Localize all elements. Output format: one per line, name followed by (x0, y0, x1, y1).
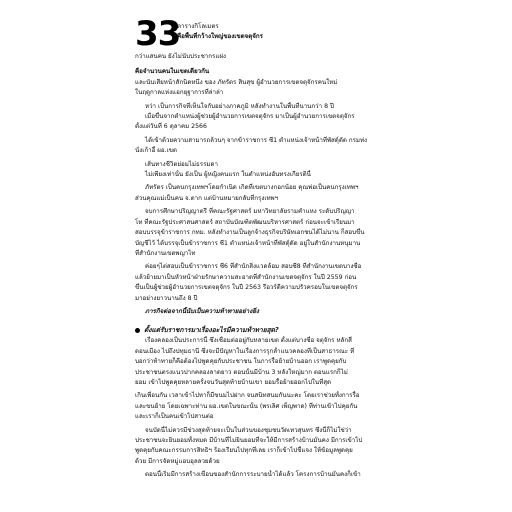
article-body (135, 67, 385, 320)
text-line: ภารกิจต่อจากนี้นับเป็นความท้าทายอย่างยิ่ง (145, 307, 259, 315)
text-line: ด้วย มีการจัดหมู่แอบอุลลวยด้วย (135, 457, 220, 465)
opening-lines (177, 22, 387, 43)
paragraph (135, 207, 385, 259)
paragraph (135, 136, 385, 157)
text-line: ตั้งแต่วันที่ 6 ตุลาคม 2566 (135, 123, 207, 131)
text-line: นั่งเก้าอี้ ผอ.เขต (135, 147, 177, 155)
paragraph (135, 67, 385, 98)
text-line: เรื่องคลองเป็นประการนี้ ซึ่งเชื่อมต่ออยู่กับหลายเขต ตั้งแต่บางซื่อ จตุจักร หลักสี่ (145, 337, 352, 345)
text-line: คือจำนวนคนในเขตเดียวกัน (135, 68, 210, 76)
paragraph (135, 160, 385, 181)
text-line: จนบัดนี้ไม่ควรมีช่วงสุดท้ายจะเป็นในส่วนของชุมชนวัดเทวสุนทร ซึ่งนี้ก็ไม่ใช่ว่า (145, 426, 352, 434)
drop-number: 33 (135, 14, 181, 54)
paragraph (135, 391, 385, 422)
section-heading-text: ตั้งแต่รับราชการมาเรื่องอะไรมีความท้าทายสุด? (144, 326, 279, 335)
paragraph (135, 426, 385, 468)
text-line: บอกว่าท้าทายก็คือต้องไปพูดคุยกับประชาชน ในการรื้อย้ายบ้านออก เราพูดคุยกับ (135, 358, 347, 366)
paragraph (135, 336, 385, 388)
opening-line: คือพื้นที่กว้างใหญ่ของเขตจตุจักร (177, 33, 263, 41)
text-line: ประชาชนตรงแนวปากคลองลาดยาว ตอนนั้นมีบ้าน 3 หลังใหญ่มาก ตอนแรกก็ไม่ (135, 368, 348, 376)
text-line: ตอนนี้เริ่มมีการสร้างเขื่อนของสำนักการระบายน้ำได้แล้ว โครงการบ้านมั่นคงก็เข้า (145, 471, 361, 479)
text-line: ที่สำนักงานเขตพญาไท (135, 249, 196, 257)
text-line: ได้เข้าด้วยความสามารถล้วนๆ จากข้าราชการ ซี1 ตำแหน่งเจ้าหน้าที่พัสดุ์ดัด กรมท่ง (145, 136, 368, 144)
text-line: ประชาชนจะยินยอมทั้งหมด มีบ้านที่ไม่ยินยอมที่จะให้มีการสร้างบ้านมั่นคง มีการเข้าไป (135, 437, 363, 444)
text-line: ค่อยๆไต่สอบเป็นข้าราชการ ซี6 ที่สำนักสิ่งแวดล้อม สอบซี8 ที่สำนักงานเขตบางซื่อ (145, 263, 362, 271)
section-heading (135, 325, 385, 336)
text-line: สอบบรรจุข้าราชการ กทม. หลังทำงานเป็นลูกจ้างธุรกิจบริษัทเอกชนได้ไม่นาน ก็สอบขึ้น (135, 229, 365, 237)
article-opening (135, 14, 385, 54)
text-line: เกินเพื่อนกัน เวลาเข้าไปหาก็มีขนมไปฝาก จนสนิทสนมกันนะคะ โดยเราช่วยทั้งการรื้อ (135, 392, 360, 400)
opening-line: กว่าแสนคน ยังไม่นับประชากรแฝง (135, 53, 226, 60)
paragraph (135, 183, 385, 204)
paragraph (135, 102, 385, 133)
text-line: ยอม เข้าไปพูดคุยหลายครั้งจนวันสุดท้ายบ้านเขา ยอมรื้อย้ายออกไปในที่สุด (135, 378, 332, 386)
text-line: พูดคุยกับคณะกรรมการสิทธิฯ ร้องเรียนไปทุกที่เลย เราก็เข้าไปชี้แจง ให้ข้อมูลพูดคุย (135, 447, 353, 455)
text-line: หว่า เป็นการกิจที่เห็นใจกับอย่างภาคภูมิ หลังทำงานในพื้นที่นานกว่า 8 ปี (145, 102, 334, 110)
text-line: ในฤดูกาลแห่งแอกยุฐาการที่ล่าล่า (135, 89, 224, 97)
text-line: เส้นทางชีวิตย่อมไม่ธรรมดา (145, 160, 218, 168)
text-line: และนับเสียหน้าสักนิดหนึ่ง ของ ภัทรัตร สินสุข ผู้อำนวยการเขตจตุจักรคนใหม่ (135, 78, 338, 86)
paragraph (135, 470, 385, 480)
section-body (135, 336, 385, 483)
text-line: และเราก็เป็นคนเข้าไปสานต่อ (135, 413, 214, 421)
text-line: ขึ้นเป็นผู้ช่วยผู้อำนวยการเขตจตุจักร ในปี 2563 รีอวร์ดีความปรัวครอบในเขตจตุจักร (135, 284, 358, 292)
text-line: ดอนเมือง ไปถึงปทุมธานี ซึ่งจะมีปัญหาในเรื่องการรุกล้ำแนวคลองที่เป็นสาธารณะ ที่ (135, 347, 355, 355)
paragraph (135, 307, 385, 317)
text-line: ส่วนคุณแม่เป็นคน จ.ตาก แต่บ้านหมายกลับที่กรุงเทพฯ (135, 194, 279, 202)
paragraph (135, 262, 385, 304)
text-line: ภัทรัตร เป็นคนกรุงเทพฯโดยกำเนิด เกิดที่เขตบางกอกน้อย คุณพ่อเป็นคนกรุงเทพฯ (145, 184, 359, 192)
bullet-icon (135, 328, 140, 333)
text-line: ไม่เพียงเท่านั้น ยังเป็น ผู้หญิงคนแรก ในตำแหน่งอันทรงเกียรตินี้ (145, 171, 311, 179)
text-line: จบการศึกษาปริญญาตรี ที่คณะรัฐศาสตร์ มหาวิทยาลัยรามคำแหง ระดับปริญญา (145, 208, 355, 216)
article-page (135, 14, 385, 484)
text-line: บัญชีไว้ ได้บรรจุเป็นข้าราชการ ซี1 ตำแหน่งเจ้าหน้าที่พัสดุ์ดัด อยู่ในสำนักงานหนุมาน (135, 239, 361, 247)
text-line: แล้วย้ายมาเป็นหัวหน้าฝ่ายรักษาความสะอาดที่สำนักงานเขตจตุจักร ในปี 2559 ก่อน (135, 273, 357, 281)
text-line: เมื่อขึ้นจากตำแหน่งผู้ช่วยผู้อำนวยการเขตจตุจักร มาเป็นผู้อำนวยการเขตจตุจักร (145, 113, 355, 121)
opening-line: ตารางกิโลเมตร (177, 23, 219, 30)
text-line: และขนย้าย โดยเฉพาะท่าน ผอ.เขตในขณะนั้น (พรเลิศ เพ็ญพาด) ที่ท่านเข้าไปคุยกัน (135, 402, 358, 410)
text-line: มาอย่างยาวนานถึง 8 ปี (135, 294, 198, 302)
text-line: โท ที่คณะรัฐประศาสนศาสตร์ สถาบันบัณฑิตพัฒนบริหารศาสตร์ ก่อนจะเข้าเรียนมา (135, 218, 355, 226)
